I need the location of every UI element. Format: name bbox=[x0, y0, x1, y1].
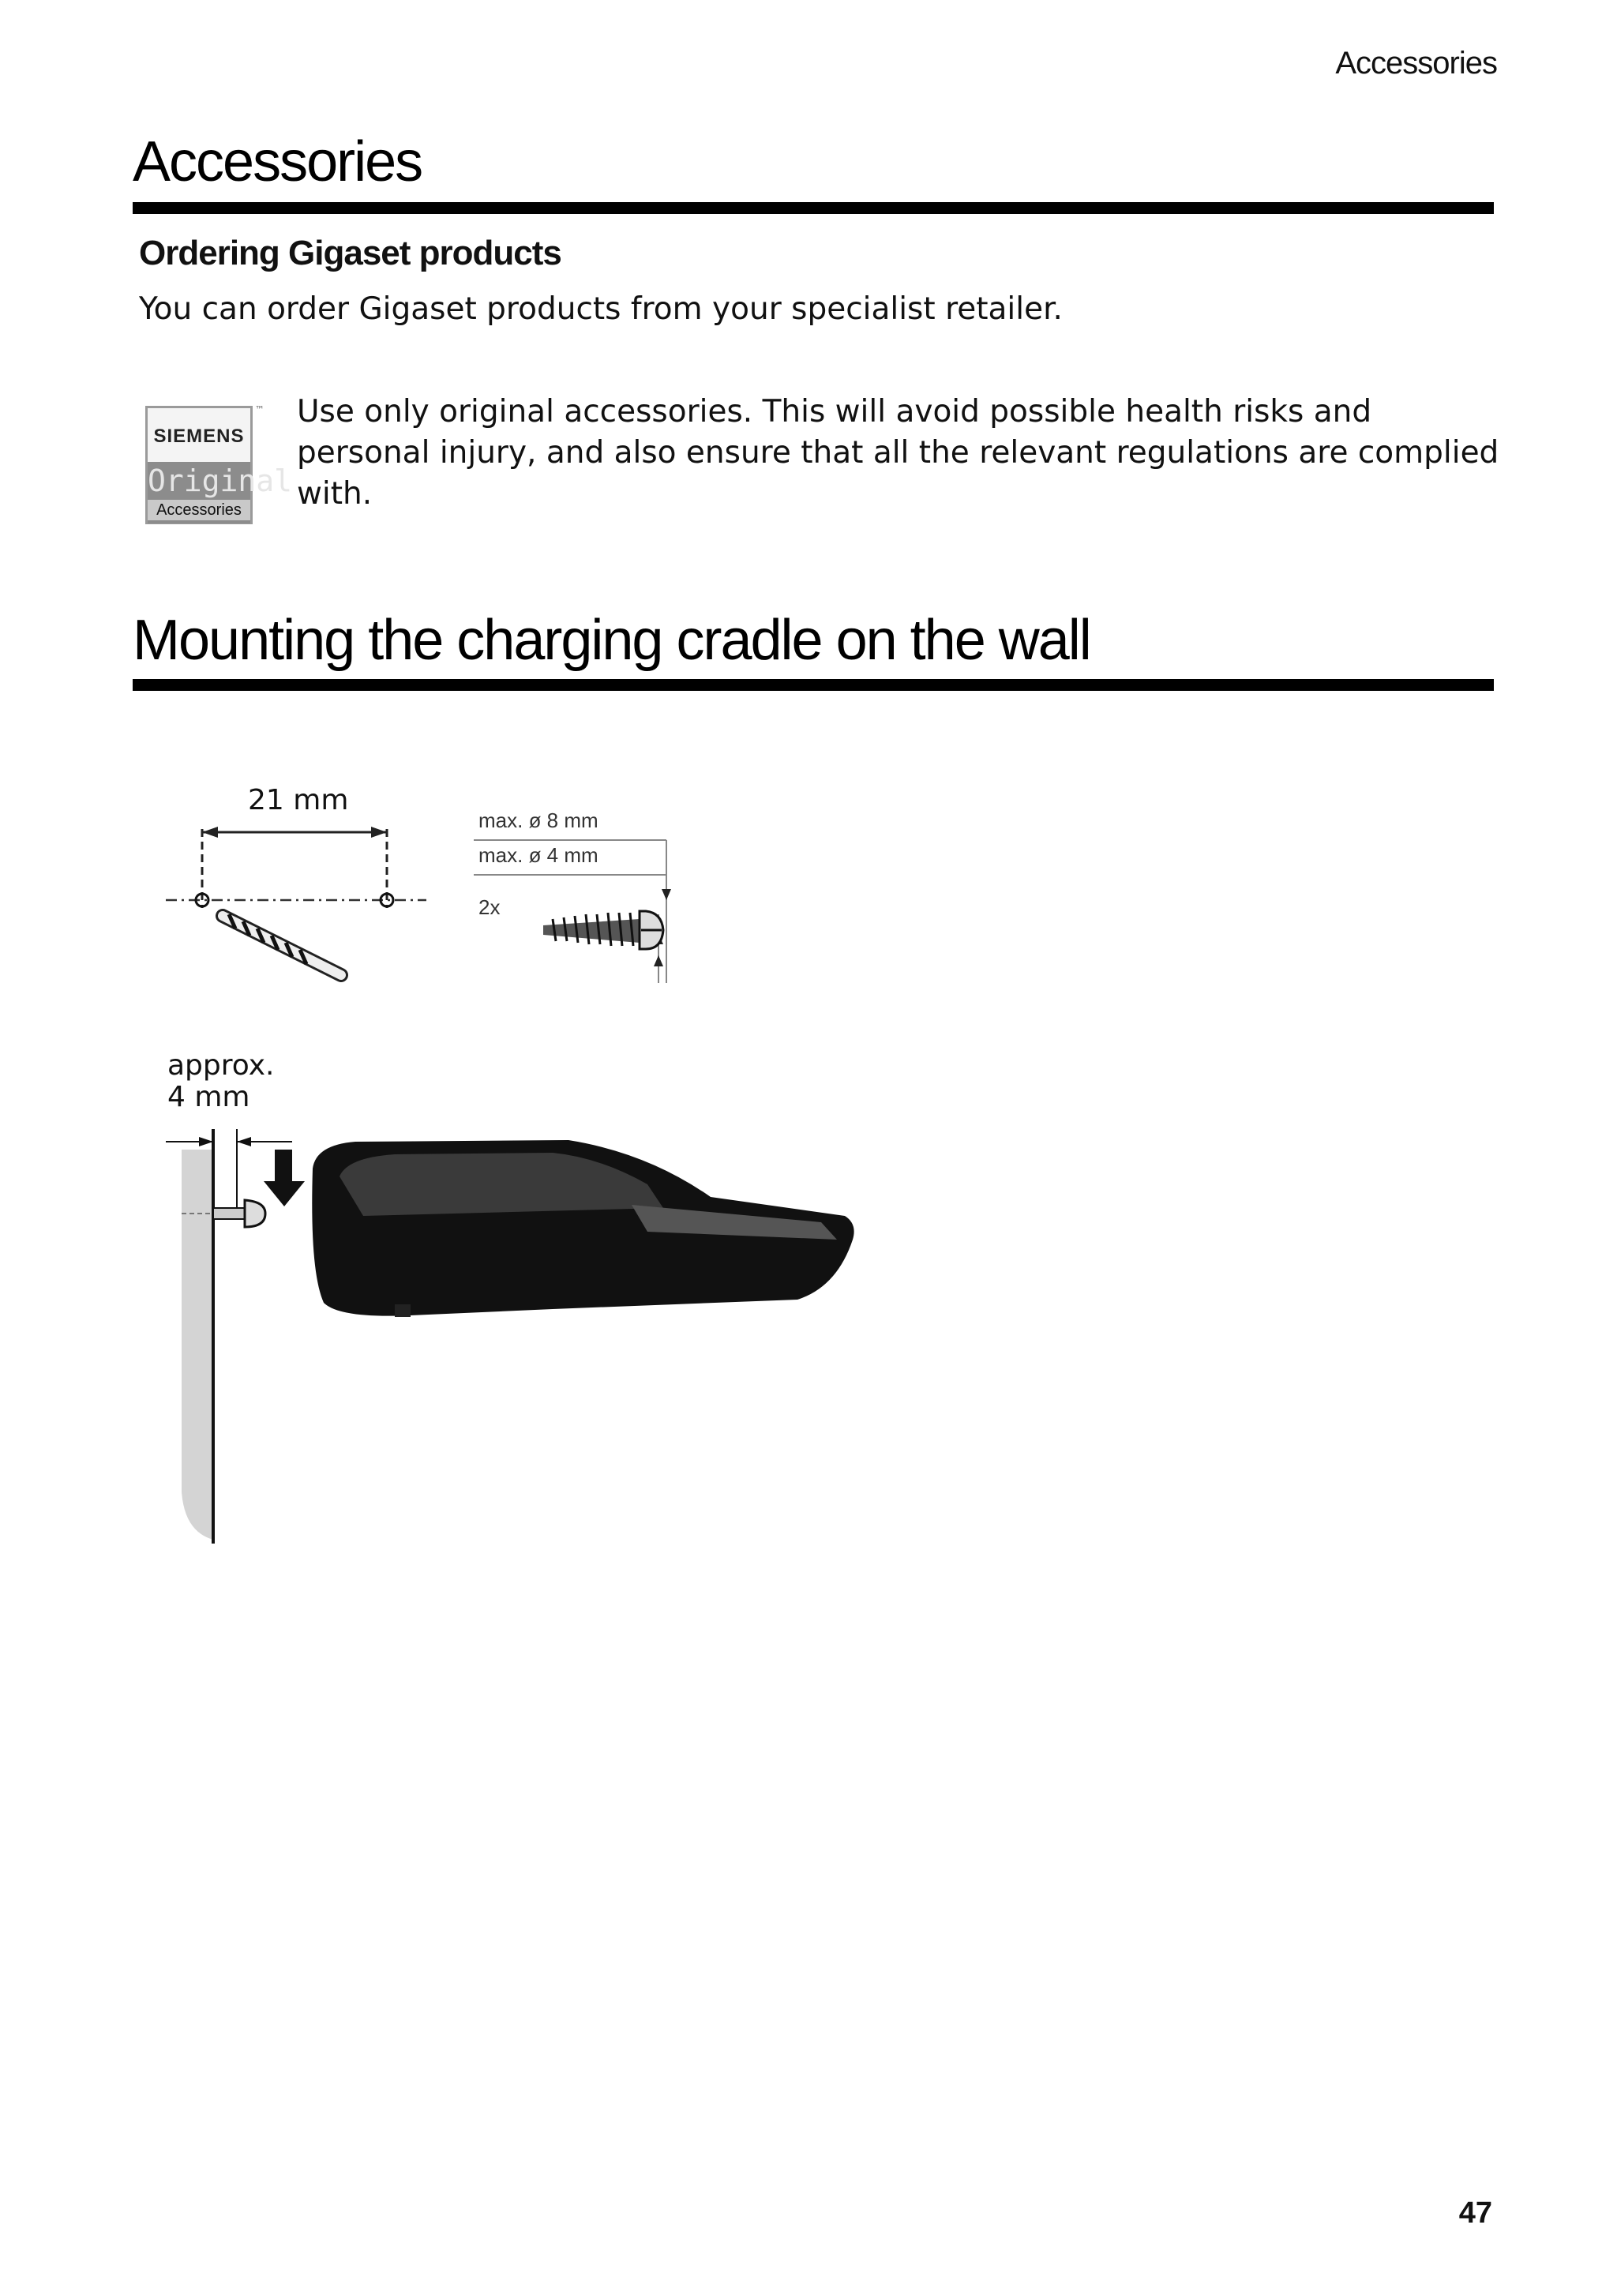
down-arrow-icon bbox=[264, 1150, 305, 1206]
screw-diagram bbox=[474, 829, 679, 987]
section-title-mounting: Mounting the charging cradle on the wall bbox=[133, 609, 1090, 672]
section-rule bbox=[133, 202, 1494, 214]
screw-count: 2x bbox=[478, 895, 501, 919]
wall-icon bbox=[182, 1129, 213, 1544]
subheading-ordering: Ordering Gigaset products bbox=[139, 234, 561, 272]
badge-sub: Accessories bbox=[148, 500, 250, 520]
page-number: 47 bbox=[1458, 2197, 1492, 2230]
badge-brand: SIEMENS bbox=[153, 426, 245, 447]
ordering-paragraph: You can order Gigaset products from your specialist retailer. bbox=[139, 291, 1063, 327]
screw-head-spec: max. ø 8 mm bbox=[478, 808, 598, 832]
gap-label-value: 4 mm bbox=[167, 1081, 250, 1113]
original-accessories-notice: Use only original accessories. This will avoid possible health risks and personal injury, and also ensure that all the relevant regulations are complied with. bbox=[297, 394, 1499, 512]
hole-spacing-label: 21 mm bbox=[248, 784, 349, 816]
trademark-mark: ™ bbox=[255, 404, 264, 415]
screw-shaft-spec: max. ø 4 mm bbox=[478, 843, 598, 867]
section-title-accessories: Accessories bbox=[133, 130, 422, 193]
charging-cradle-icon bbox=[312, 1140, 854, 1317]
drill-bit-icon bbox=[223, 914, 341, 975]
running-header: Accessories bbox=[1335, 46, 1497, 81]
screw-icon bbox=[543, 911, 663, 949]
wall-mount-side-view bbox=[158, 1121, 869, 1563]
badge-band bbox=[148, 462, 293, 523]
gap-label-approx: approx. bbox=[167, 1049, 275, 1082]
drill-hole-diagram bbox=[158, 813, 442, 995]
badge-word: Original bbox=[148, 463, 293, 498]
section-rule-mounting bbox=[133, 679, 1494, 691]
